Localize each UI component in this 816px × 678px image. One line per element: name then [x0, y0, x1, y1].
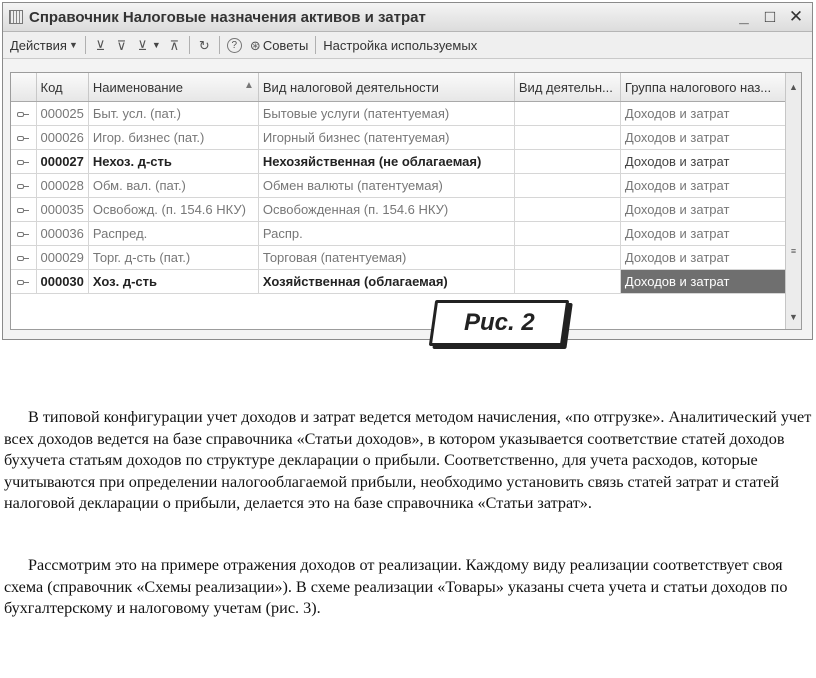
document-text	[0, 407, 816, 515]
maximize-button[interactable]: □	[764, 7, 776, 26]
figure-label-text: Рис. 2	[463, 309, 535, 336]
column-header-code[interactable]: Код	[36, 73, 88, 102]
cell-code[interactable]: 000035	[36, 198, 88, 222]
table-header-row	[11, 73, 788, 102]
table-row[interactable]	[11, 174, 788, 198]
cell-group[interactable]: Доходов и затрат	[620, 270, 788, 294]
column-header-name-label: Наименование	[92, 79, 184, 95]
cell-activity[interactable]	[514, 270, 620, 294]
cell-tax-activity[interactable]: Освобожденная (п. 154.6 НКУ)	[258, 198, 514, 222]
cell-code[interactable]: 000027	[36, 150, 88, 174]
cell-group[interactable]: Доходов и затрат	[620, 126, 788, 150]
help-icon: ?	[227, 38, 242, 53]
icon-column-header[interactable]	[11, 73, 36, 102]
cell-name[interactable]: Обм. вал. (пат.)	[88, 174, 258, 198]
cell-code[interactable]: 000028	[36, 174, 88, 198]
row-type-icon[interactable]	[11, 174, 36, 198]
document-text-2	[0, 555, 816, 620]
cell-name[interactable]: Хоз. д-сть	[88, 270, 258, 294]
row-type-icon[interactable]	[11, 198, 36, 222]
item-icon	[17, 231, 29, 238]
cell-name[interactable]: Торг. д-сть (пат.)	[88, 246, 258, 270]
toolbar-divider	[189, 36, 190, 54]
empty-cell	[620, 294, 788, 318]
filter-value-icon: ⊽	[116, 37, 127, 53]
sort-ascending-icon: ▲	[243, 79, 254, 91]
empty-cell	[88, 317, 258, 330]
cell-activity[interactable]	[514, 102, 620, 126]
item-icon	[17, 111, 29, 118]
row-type-icon[interactable]	[11, 246, 36, 270]
cell-activity[interactable]	[514, 174, 620, 198]
cell-name[interactable]: Распред.	[88, 222, 258, 246]
actions-label: Действия	[10, 37, 67, 53]
data-grid	[10, 72, 802, 330]
empty-row	[11, 317, 788, 330]
cell-activity[interactable]	[514, 150, 620, 174]
cell-activity[interactable]	[514, 222, 620, 246]
cell-name[interactable]: Быт. усл. (пат.)	[88, 102, 258, 126]
row-type-icon[interactable]	[11, 270, 36, 294]
cell-name[interactable]: Освобожд. (п. 154.6 НКУ)	[88, 198, 258, 222]
figure-label	[429, 300, 569, 346]
cell-code[interactable]: 000026	[36, 126, 88, 150]
row-type-icon[interactable]	[11, 126, 36, 150]
paragraph-1: В типовой конфигурации учет доходов и затрат ведется методом начисления, «по отгрузке». Аналитический учет всех доходов ведется на базе справочника «Статьи доходов», в котором указывается соответствие статей доходов бухучета статьям доходов по структуре декларации о прибыли. Соответственно, для учета расходов, которые учитываются при определении налогооблагаемой прибыли, необходимо установить связь статей затрат и статей налоговой декларации о прибыли, делается это на базе справочника «Статьи затрат».	[4, 408, 812, 512]
filter-by-value-button[interactable]	[111, 34, 132, 56]
table-row[interactable]	[11, 150, 788, 174]
cell-group[interactable]: Доходов и затрат	[620, 198, 788, 222]
cell-code[interactable]: 000030	[36, 270, 88, 294]
chevron-down-icon: ▼	[151, 40, 161, 50]
toolbar-divider	[85, 36, 86, 54]
row-type-icon[interactable]	[11, 102, 36, 126]
item-icon	[17, 279, 29, 286]
column-header-activity[interactable]: Вид деятельн...	[514, 73, 620, 102]
empty-cell	[620, 317, 788, 330]
cell-activity[interactable]	[514, 246, 620, 270]
cell-tax-activity[interactable]: Бытовые услуги (патентуемая)	[258, 102, 514, 126]
paragraph-2: Рассмотрим это на примере отражения доходов от реализации. Каждому виду реализации соответствует своя схема (справочник «Схемы реализации»). В схеме реализации «Товары» указаны счета учета и статьи доходов по бухгалтерскому и налоговому учетам (рис. 3).	[4, 556, 788, 617]
table-row[interactable]	[11, 126, 788, 150]
empty-cell	[11, 317, 36, 330]
window-icon	[9, 10, 23, 24]
minimize-button[interactable]: _	[739, 7, 749, 26]
settings-label: Настройка используемых	[323, 37, 478, 53]
scroll-up-icon[interactable]: ▲	[789, 82, 798, 92]
refresh-button[interactable]	[194, 34, 215, 56]
tips-icon: ⊛	[249, 37, 261, 53]
cell-code[interactable]: 000025	[36, 102, 88, 126]
actions-menu[interactable]	[7, 34, 81, 56]
toolbar-divider	[315, 36, 316, 54]
cell-name[interactable]: Игор. бизнес (пат.)	[88, 126, 258, 150]
item-icon	[17, 255, 29, 262]
empty-row	[11, 294, 788, 318]
cell-tax-activity[interactable]: Игорный бизнес (патентуемая)	[258, 126, 514, 150]
item-icon	[17, 207, 29, 214]
table-row[interactable]	[11, 246, 788, 270]
cell-group[interactable]: Доходов и затрат	[620, 150, 788, 174]
table-row[interactable]	[11, 270, 788, 294]
cell-name[interactable]: Нехоз. д-сть	[88, 150, 258, 174]
empty-cell	[36, 317, 88, 330]
help-button[interactable]	[224, 34, 245, 56]
cell-tax-activity[interactable]: Нехозяйственная (не облагаемая)	[258, 150, 514, 174]
filter-history-button[interactable]	[132, 34, 164, 56]
scroll-down-icon[interactable]: ▼	[789, 312, 798, 322]
cell-tax-activity[interactable]: Хозяйственная (облагаемая)	[258, 270, 514, 294]
chevron-down-icon: ▼	[68, 40, 78, 50]
table-row[interactable]	[11, 102, 788, 126]
cell-group[interactable]: Доходов и затрат	[620, 246, 788, 270]
cell-tax-activity[interactable]: Распр.	[258, 222, 514, 246]
title-bar	[3, 3, 812, 32]
item-icon	[17, 135, 29, 142]
filter-icon: ⊻	[95, 37, 106, 53]
cell-tax-activity[interactable]: Обмен валюты (патентуемая)	[258, 174, 514, 198]
table-row[interactable]	[11, 222, 788, 246]
cell-code[interactable]: 000036	[36, 222, 88, 246]
row-type-icon[interactable]	[11, 150, 36, 174]
cell-group[interactable]: Доходов и затрат	[620, 174, 788, 198]
empty-cell	[36, 294, 88, 318]
toolbar	[3, 32, 812, 59]
column-header-group[interactable]: Группа налогового наз...	[620, 73, 788, 102]
clear-filter-icon: ⊼	[169, 37, 180, 53]
clear-filter-button[interactable]	[164, 34, 185, 56]
cell-group[interactable]: Доходов и затрат	[620, 222, 788, 246]
settings-button[interactable]	[320, 34, 480, 56]
tips-label: Советы	[262, 37, 309, 53]
cell-code[interactable]: 000029	[36, 246, 88, 270]
cell-activity[interactable]	[514, 126, 620, 150]
filter-list-icon: ⊻	[137, 37, 148, 53]
close-button[interactable]: ✕	[788, 7, 804, 26]
empty-cell	[11, 294, 36, 318]
cell-tax-activity[interactable]: Торговая (патентуемая)	[258, 246, 514, 270]
vertical-scrollbar[interactable]	[785, 73, 801, 329]
tips-button[interactable]	[245, 34, 311, 56]
column-header-name[interactable]	[88, 73, 258, 102]
refresh-icon: ↻	[198, 37, 210, 53]
filter-button[interactable]	[90, 34, 111, 56]
item-icon	[17, 159, 29, 166]
column-header-tax-activity[interactable]: Вид налоговой деятельности	[258, 73, 514, 102]
item-icon	[17, 183, 29, 190]
window-title: Справочник Налоговые назначения активов и затрат	[29, 8, 426, 26]
scroll-marker-icon: ≡	[790, 246, 797, 256]
table-row[interactable]	[11, 198, 788, 222]
empty-cell	[88, 294, 258, 318]
row-type-icon[interactable]	[11, 222, 36, 246]
cell-group[interactable]: Доходов и затрат	[620, 102, 788, 126]
toolbar-divider	[219, 36, 220, 54]
tax-purpose-table	[11, 73, 789, 330]
cell-activity[interactable]	[514, 198, 620, 222]
